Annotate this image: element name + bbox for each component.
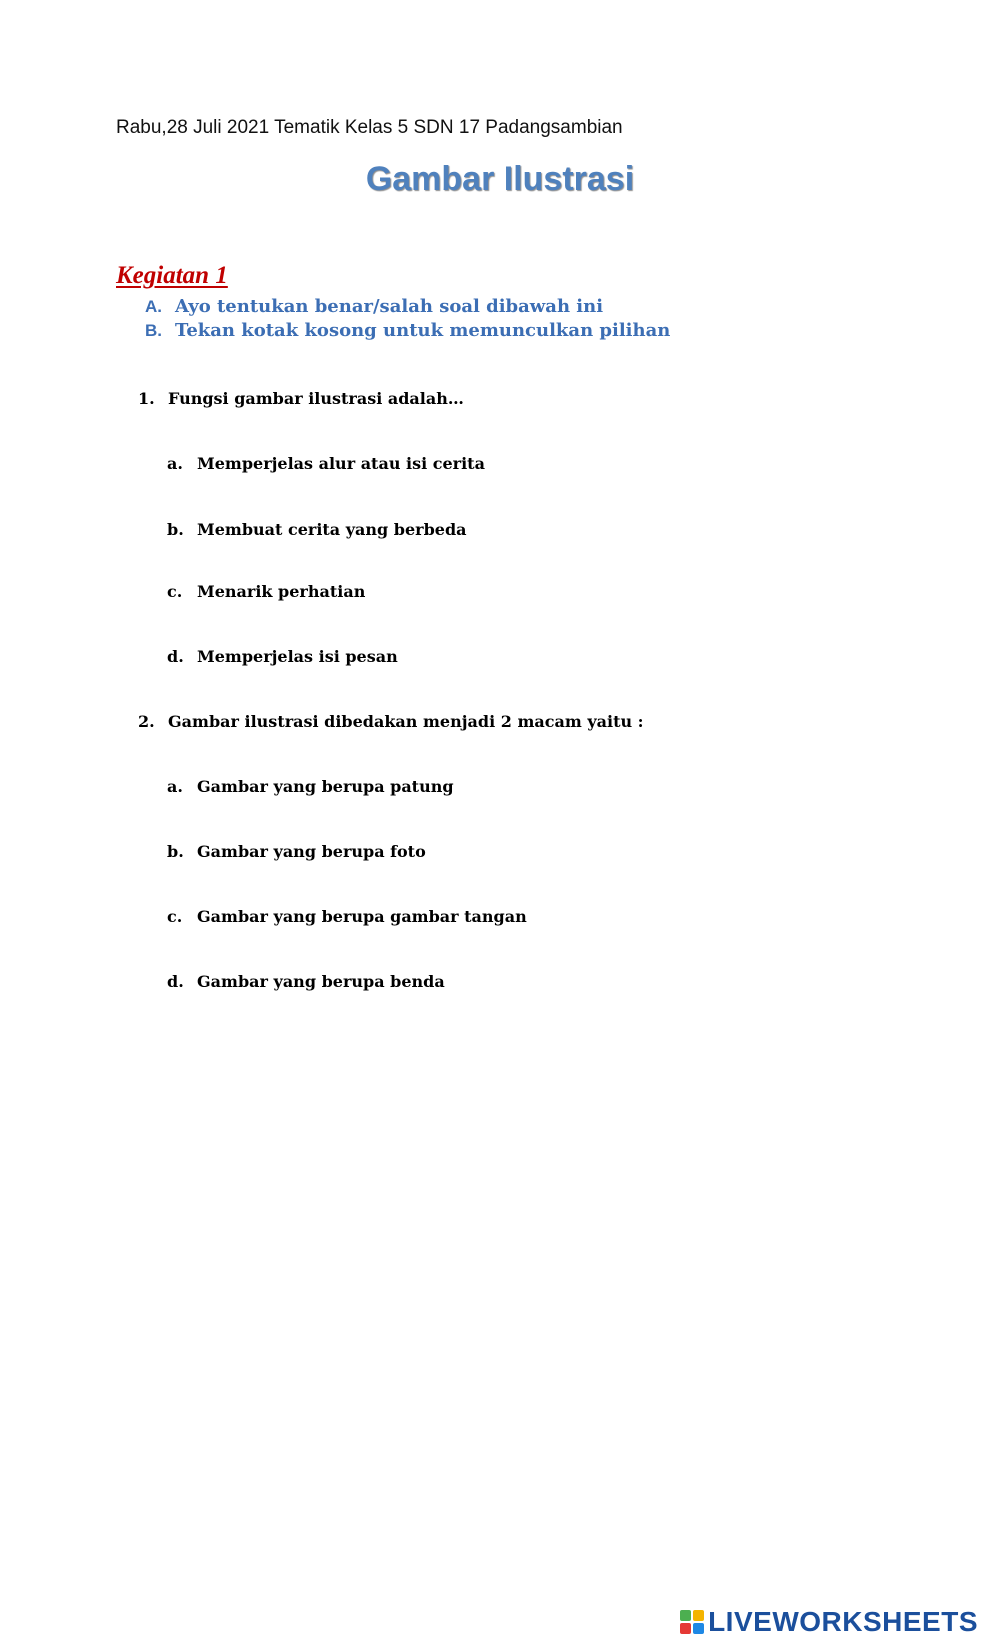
option-letter: b.	[167, 842, 184, 861]
option-letter: a.	[167, 454, 183, 473]
option-text: Membuat cerita yang berbeda	[197, 520, 467, 539]
question-1	[138, 389, 464, 408]
option-text: Gambar yang berupa gambar tangan	[197, 907, 527, 926]
instruction-text: Ayo tentukan benar/salah soal dibawah ini	[175, 296, 604, 317]
instruction-marker: A.	[145, 297, 162, 316]
question-2-option-a[interactable]	[167, 777, 454, 796]
question-1-option-a[interactable]	[167, 454, 485, 473]
question-text: Gambar ilustrasi dibedakan menjadi 2 macam yaitu :	[168, 712, 644, 731]
logo-grid-icon	[680, 1610, 704, 1634]
section-heading: Kegiatan 1	[116, 262, 228, 289]
option-text: Menarik perhatian	[197, 582, 366, 601]
option-letter: b.	[167, 520, 184, 539]
logo-cell	[680, 1610, 691, 1621]
option-text: Gambar yang berupa foto	[197, 842, 426, 861]
logo-cell	[693, 1623, 704, 1634]
option-letter: d.	[167, 647, 184, 666]
question-2-option-b[interactable]	[167, 842, 426, 861]
option-text: Gambar yang berupa benda	[197, 972, 445, 991]
option-text: Memperjelas alur atau isi cerita	[197, 454, 485, 473]
question-1-option-b[interactable]	[167, 520, 467, 539]
logo-cell	[680, 1623, 691, 1634]
instruction-marker: B.	[145, 321, 162, 340]
question-2-option-c[interactable]	[167, 907, 527, 926]
option-text: Memperjelas isi pesan	[197, 647, 398, 666]
logo-text: LIVEWORKSHEETS	[708, 1606, 978, 1637]
instruction-text: Tekan kotak kosong untuk memunculkan pilihan	[175, 320, 671, 341]
question-text: Fungsi gambar ilustrasi adalah…	[168, 389, 464, 408]
instruction-b	[145, 320, 670, 341]
question-number: 1.	[138, 389, 155, 408]
question-2	[138, 712, 644, 731]
option-letter: c.	[167, 582, 183, 601]
document-header: Rabu,28 Juli 2021 Tematik Kelas 5 SDN 17 Padangsambian	[116, 117, 623, 138]
option-letter: d.	[167, 972, 184, 991]
question-1-option-d[interactable]	[167, 647, 398, 666]
option-letter: c.	[167, 907, 183, 926]
option-text: Gambar yang berupa patung	[197, 777, 454, 796]
question-1-option-c[interactable]	[167, 582, 365, 601]
question-number: 2.	[138, 712, 155, 731]
instruction-a	[145, 296, 603, 317]
option-letter: a.	[167, 777, 183, 796]
logo-cell	[693, 1610, 704, 1621]
liveworksheets-logo	[680, 1607, 978, 1637]
page-title: Gambar Ilustrasi	[365, 160, 635, 198]
question-2-option-d[interactable]	[167, 972, 445, 991]
